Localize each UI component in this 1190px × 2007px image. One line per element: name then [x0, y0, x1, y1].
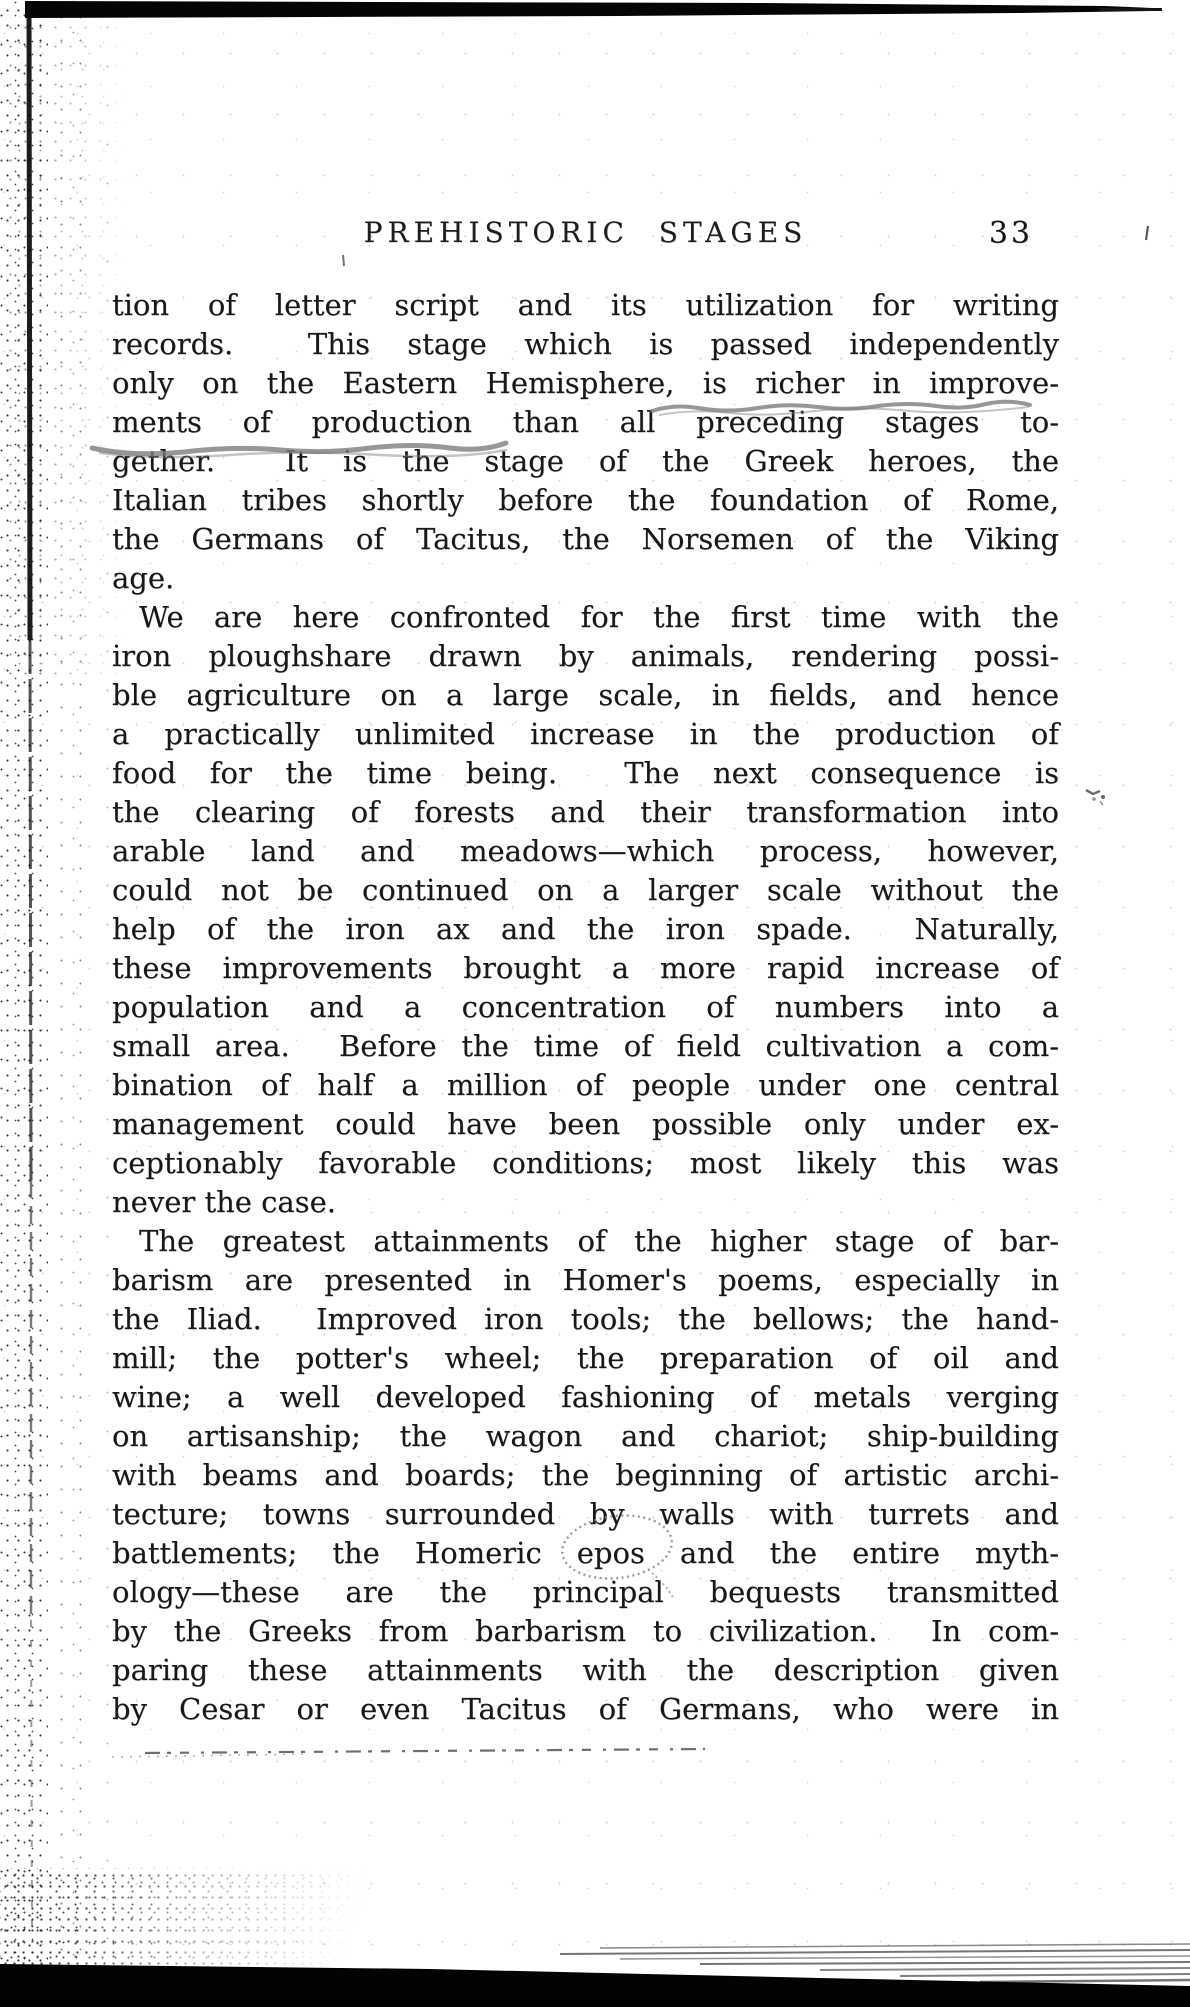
text-line: by Cesar or even Tacitus of Germans, who were in [112, 1692, 1059, 1726]
text-line: these improvements brought a more rapid increase of [112, 951, 1059, 985]
text-line: on artisanship; the wagon and chariot; ship-building [112, 1419, 1059, 1453]
text-line: the Iliad. Improved iron tools; the bellows; the hand- [112, 1302, 1059, 1336]
text-line: ology—these are the principal bequests transmitted [112, 1575, 1059, 1609]
text-line: barism are presented in Homer's poems, especially in [112, 1263, 1059, 1297]
left-edge-speckle-dense [0, 0, 48, 2007]
text-line: the Germans of Tacitus, the Norsemen of the Viking [112, 522, 1059, 556]
text-line: ble agriculture on a large scale, in fields, and hence [112, 678, 1059, 712]
text-line: management could have been possible only under ex- [112, 1107, 1059, 1141]
text-line: tion of letter script and its utilization for writing [112, 288, 1059, 322]
text-line: mill; the potter's wheel; the preparation of oil and [112, 1341, 1059, 1375]
body-text [112, 286, 1059, 1729]
text-line: gether. It is the stage of the Greek heroes, the [112, 444, 1059, 478]
page-header [112, 216, 1059, 258]
running-head-title: PREHISTORIC STAGES [363, 216, 808, 249]
text-line: bination of half a million of people under one central [112, 1068, 1059, 1102]
text-line: battlements; the Homeric epos and the entire myth- [112, 1536, 1059, 1570]
pencil-dashed-rule [112, 1749, 705, 1757]
text-line: wine; a well developed fashioning of metals verging [112, 1380, 1059, 1414]
text-line: help of the iron ax and the iron spade. Naturally, [112, 912, 1059, 946]
text-line: small area. Before the time of field cultivation a com- [112, 1029, 1059, 1063]
text-line: ceptionably favorable conditions; most likely this was [112, 1146, 1059, 1180]
text-line: only on the Eastern Hemisphere, is richer in improve- [112, 366, 1059, 400]
apostrophe-mark-right-margin [1146, 226, 1148, 240]
text-line: ments of production than all preceding stages to- [112, 405, 1059, 439]
text-line: could not be continued on a larger scale without the [112, 873, 1059, 907]
bottom-left-speckle [0, 1868, 440, 1968]
text-line: population and a concentration of numbers into a [112, 990, 1059, 1024]
scan-edge-bottom [0, 1944, 1190, 2007]
text-line: the clearing of forests and their transformation into [112, 795, 1059, 829]
text-line: with beams and boards; the beginning of artistic archi- [112, 1458, 1059, 1492]
text-line: The greatest attainments of the higher stage of bar- [139, 1224, 1059, 1258]
text-line: arable land and meadows—which process, however, [112, 834, 1059, 868]
text-line: Italian tribes shortly before the foundation of Rome, [112, 483, 1059, 517]
text-line: records. This stage which is passed independently [112, 327, 1059, 361]
text-line: a practically unlimited increase in the production of [112, 717, 1059, 751]
text-line: food for the time being. The next consequence is [112, 756, 1059, 790]
top-left-speckle [0, 16, 130, 676]
margin-smudge-right [1086, 790, 1105, 805]
page-number: 33 [988, 216, 1033, 251]
text-line: We are here confronted for the first time with the [139, 600, 1059, 634]
text-line: iron ploughshare drawn by animals, rendering possi- [112, 639, 1059, 673]
left-edge-speckle-medium [48, 0, 88, 2007]
text-line: never the case. [112, 1185, 336, 1219]
text-line: by the Greeks from barbarism to civilization. In com- [112, 1614, 1059, 1648]
text-line: paring these attainments with the description given [112, 1653, 1059, 1687]
scan-edge-left [29, 3, 32, 1940]
scan-edge-top [25, 1, 1162, 18]
text-line: age. [112, 561, 175, 595]
text-line: tecture; towns surrounded by walls with turrets and [112, 1497, 1059, 1531]
